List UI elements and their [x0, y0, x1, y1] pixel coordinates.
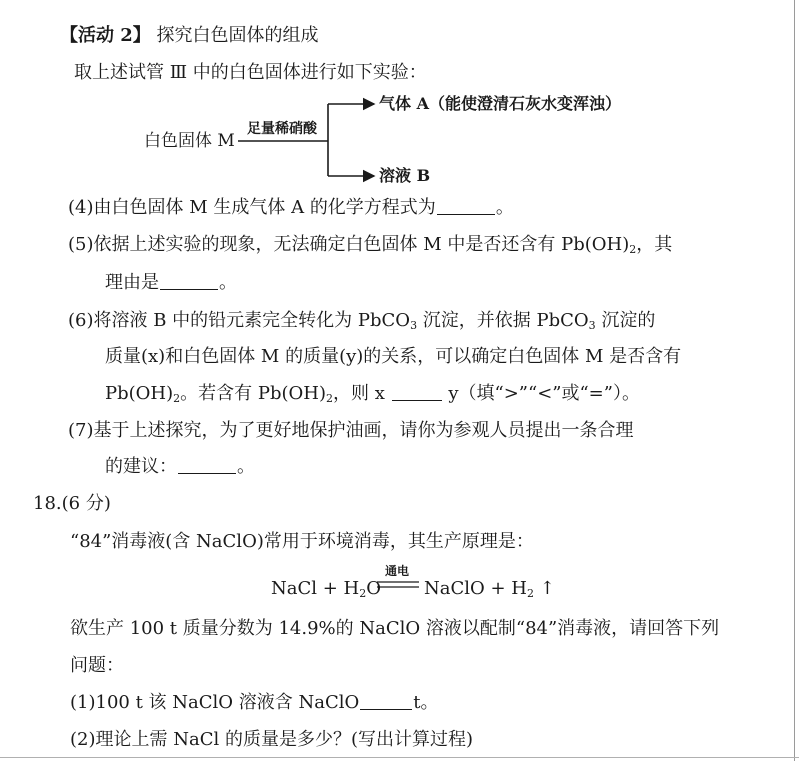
subscript: 2: [527, 587, 534, 600]
question-6-line-1: [68, 309, 655, 333]
question-5-text: (5)依据上述实验的现象，无法确定白色固体 M 中是否还含有 Pb(OH): [68, 234, 630, 255]
answer-blank-q7[interactable]: [178, 457, 236, 474]
answer-blank-q4[interactable]: [437, 198, 495, 215]
question-7-advice-label: 的建议：: [105, 456, 177, 477]
q6-text-a: (6)将溶液 B 中的铅元素完全转化为 PbCO: [68, 310, 411, 331]
question-6-line-3: [105, 382, 640, 406]
answer-blank-q5[interactable]: [160, 273, 218, 290]
answer-blank-p18-q1[interactable]: [360, 693, 412, 710]
question-7-line-1: (7)基于上述探究，为了更好地保护油画，请你为参观人员提出一条合理: [68, 420, 634, 441]
question-7-end: 。: [237, 456, 255, 477]
problem-18-intro: “84”消毒液(含 NaClO)常用于环境消毒，其生产原理是：: [70, 531, 534, 552]
white-solid-m: 白色固体 M: [144, 131, 235, 151]
question-4: [68, 196, 514, 220]
question-5-reason-label: 理由是: [105, 272, 159, 293]
answer-blank-q6[interactable]: [392, 384, 442, 401]
eq-products-text: NaClO + H: [424, 578, 527, 599]
question-5-end: 。: [219, 272, 237, 293]
problem-18-task-line-1: 欲生产 100 t 质量分数为 14.9%的 NaClO 溶液以配制“84”消毒液，请回答下列: [70, 618, 720, 639]
eq-reactants-tail: O: [366, 578, 381, 599]
activity-2-label: 【活动 2】: [60, 25, 151, 46]
problem-18-q1: [70, 691, 438, 715]
subscript: 2: [173, 392, 181, 405]
question-7-line-2: [105, 455, 255, 479]
q6-text-e: 。若含有 Pb(OH): [180, 383, 326, 404]
p18-q1-unit: t。: [413, 692, 439, 713]
activity-2-intro: 取上述试管 Ⅲ 中的白色固体进行如下实验：: [74, 62, 427, 83]
eq-reactants-text: NaCl + H: [271, 578, 360, 599]
subscript: 3: [410, 319, 418, 332]
problem-18-q2: (2)理论上需 NaCl 的质量是多少？(写出计算过程): [70, 729, 473, 750]
p18-q1-text: (1)100 t 该 NaClO 溶液含 NaClO: [70, 692, 360, 713]
q6-text-b: 沉淀，并依据 PbCO: [417, 310, 589, 331]
q6-text-f: ，则 x: [333, 383, 391, 404]
subscript: 2: [359, 587, 367, 600]
question-4-end: 。: [495, 197, 514, 218]
gas-a-label: 气体 A（能使澄清石灰水变浑浊）: [379, 94, 621, 113]
subscript: 2: [326, 392, 333, 405]
q6-text-g: y（填“>”“<”或“=”）。: [442, 383, 640, 404]
question-5-line-1: [68, 233, 672, 257]
solution-b-label: 溶液 B: [379, 166, 431, 185]
subscript: 2: [629, 243, 637, 256]
question-5-text-tail: ，其: [636, 234, 673, 255]
q6-text-c: 沉淀的: [595, 310, 656, 331]
question-5-line-2: [105, 271, 237, 295]
equation-condition: 通电: [385, 564, 410, 578]
q6-text-d: Pb(OH): [105, 383, 174, 404]
eq-products-tail: ↑: [534, 578, 555, 599]
problem-18-header: 18.(6 分): [33, 493, 111, 514]
subscript: 3: [588, 319, 596, 332]
equation-reactants: [271, 577, 381, 601]
question-4-text: (4)由白色固体 M 生成气体 A 的化学方程式为: [68, 197, 436, 218]
problem-18-task-line-2: 问题：: [70, 655, 124, 676]
question-6-line-2: 质量(x)和白色固体 M 的质量(y)的关系，可以确定白色固体 M 是否含有: [105, 346, 682, 367]
activity-2-title-text: 探究白色固体的组成: [150, 25, 319, 46]
reagent-label: 足量稀硝酸: [247, 121, 317, 137]
equation-products: [424, 577, 555, 601]
